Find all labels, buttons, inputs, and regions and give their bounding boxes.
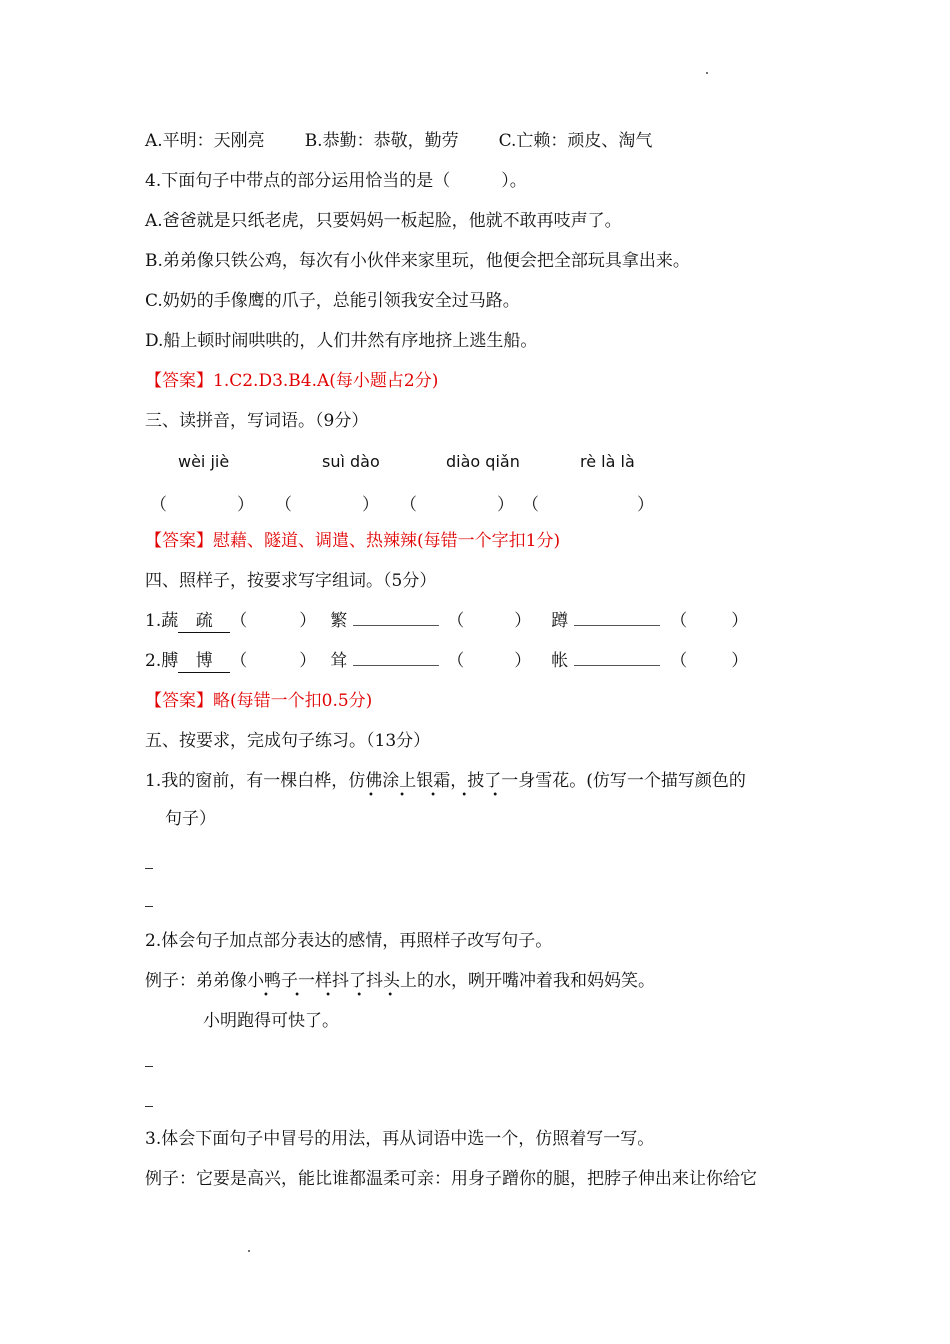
row2-char3: 帐 [551, 651, 569, 671]
section5-title: 五、按要求，完成句子练习。（13分） [145, 731, 431, 751]
page-mark-top [706, 72, 708, 74]
answer-box-2[interactable]: （ ） [275, 495, 379, 515]
section4-title: 四、照样子，按要求写字组词。（5分） [145, 571, 437, 591]
q3-option-c: C.亡赖：顽皮、淘气 [498, 131, 653, 151]
answer-section2: 【答案】1.C2.D3.B4.A(每小题占2分) [145, 371, 439, 391]
row2-char2: 耸 [330, 651, 348, 671]
answer-line-q2-a[interactable] [145, 1066, 153, 1067]
row2-sample: 博 [178, 650, 230, 673]
answer-line-q1-a[interactable] [145, 868, 153, 869]
pinyin-3: diào qiǎn [446, 452, 520, 471]
row2-blank2[interactable] [353, 664, 439, 666]
answer-line-q1-b[interactable] [145, 906, 153, 907]
q4-stem: 4.下面句子中带点的部分运用恰当的是（ ）。 [145, 171, 527, 191]
answer-box-3[interactable]: （ ） [400, 495, 514, 515]
section5-q3: 3.体会下面句子中冒号的用法，再从词语中选一个，仿照着写一写。 [145, 1129, 655, 1149]
pinyin-4: rè là là [580, 452, 635, 471]
row1-sample: 疏 [178, 610, 230, 633]
answer-box-1[interactable]: （ ） [150, 495, 254, 515]
section5-q2: 2.体会句子加点部分表达的感情，再照样子改写句子。 [145, 931, 553, 951]
emphasis-dots-q2: • • • • • [263, 990, 405, 1001]
q4-option-b: B.弟弟像只铁公鸡，每次有小伙伴来家里玩，他便会把全部玩具拿出来。 [145, 251, 690, 271]
pinyin-2: suì dào [322, 452, 380, 471]
q4-option-a: A.爸爸就是只纸老虎，只要妈妈一板起脸，他就不敢再吱声了。 [145, 211, 622, 231]
page-mark-bottom [248, 1250, 250, 1252]
emphasis-dots-q1: • • • • • [368, 790, 510, 801]
row2-char: 2.膊 [145, 651, 179, 671]
section4-row-1: 1.蔬 疏 （ ） 繁 （ ） 蹲 （ ） [145, 611, 749, 631]
answer-section3: 【答案】慰藉、隧道、调遣、热辣辣(每错一个字扣1分) [145, 531, 561, 551]
answer-box-4[interactable]: （ ） [522, 495, 654, 515]
section5-q1-line2: 句子） [165, 809, 216, 829]
section5-q2-example: 例子：弟弟像小鸭子一样抖了抖头上的水，咧开嘴冲着我和妈妈笑。 [145, 971, 655, 991]
section3-title: 三、读拼音，写词语。（9分） [145, 411, 369, 431]
row1-blank3[interactable] [574, 624, 660, 626]
row1-char: 1.蔬 [145, 611, 179, 631]
row1-blank2[interactable] [353, 624, 439, 626]
section5-q3-example: 例子：它要是高兴，能比谁都温柔可亲：用身子蹭你的腿，把脖子伸出来让你给它 [145, 1169, 757, 1189]
row1-char2: 繁 [330, 611, 348, 631]
answer-line-q2-b[interactable] [145, 1106, 153, 1107]
answer-section4: 【答案】略(每错一个扣0.5分) [145, 691, 373, 711]
row1-char3: 蹲 [551, 611, 569, 631]
section5-q2-task: 小明跑得可快了。 [203, 1011, 339, 1031]
row2-blank3[interactable] [574, 664, 660, 666]
section5-q1-line1: 1.我的窗前，有一棵白桦，仿佛涂上银霜，披了一身雪花。(仿写一个描写颜色的 [145, 771, 746, 791]
q3-option-b: B.恭勤：恭敬，勤劳 [304, 131, 459, 151]
pinyin-1: wèi jiè [178, 452, 230, 471]
q4-option-c: C.奶奶的手像鹰的爪子，总能引领我安全过马路。 [145, 291, 520, 311]
q3-option-a: A.平明：天刚亮 [145, 131, 265, 151]
section4-row-2: 2.膊 博 （ ） 耸 （ ） 帐 （ ） [145, 651, 749, 671]
q3-options-row [145, 130, 652, 152]
q4-option-d: D.船上顿时闹哄哄的，人们井然有序地挤上逃生船。 [145, 331, 538, 351]
